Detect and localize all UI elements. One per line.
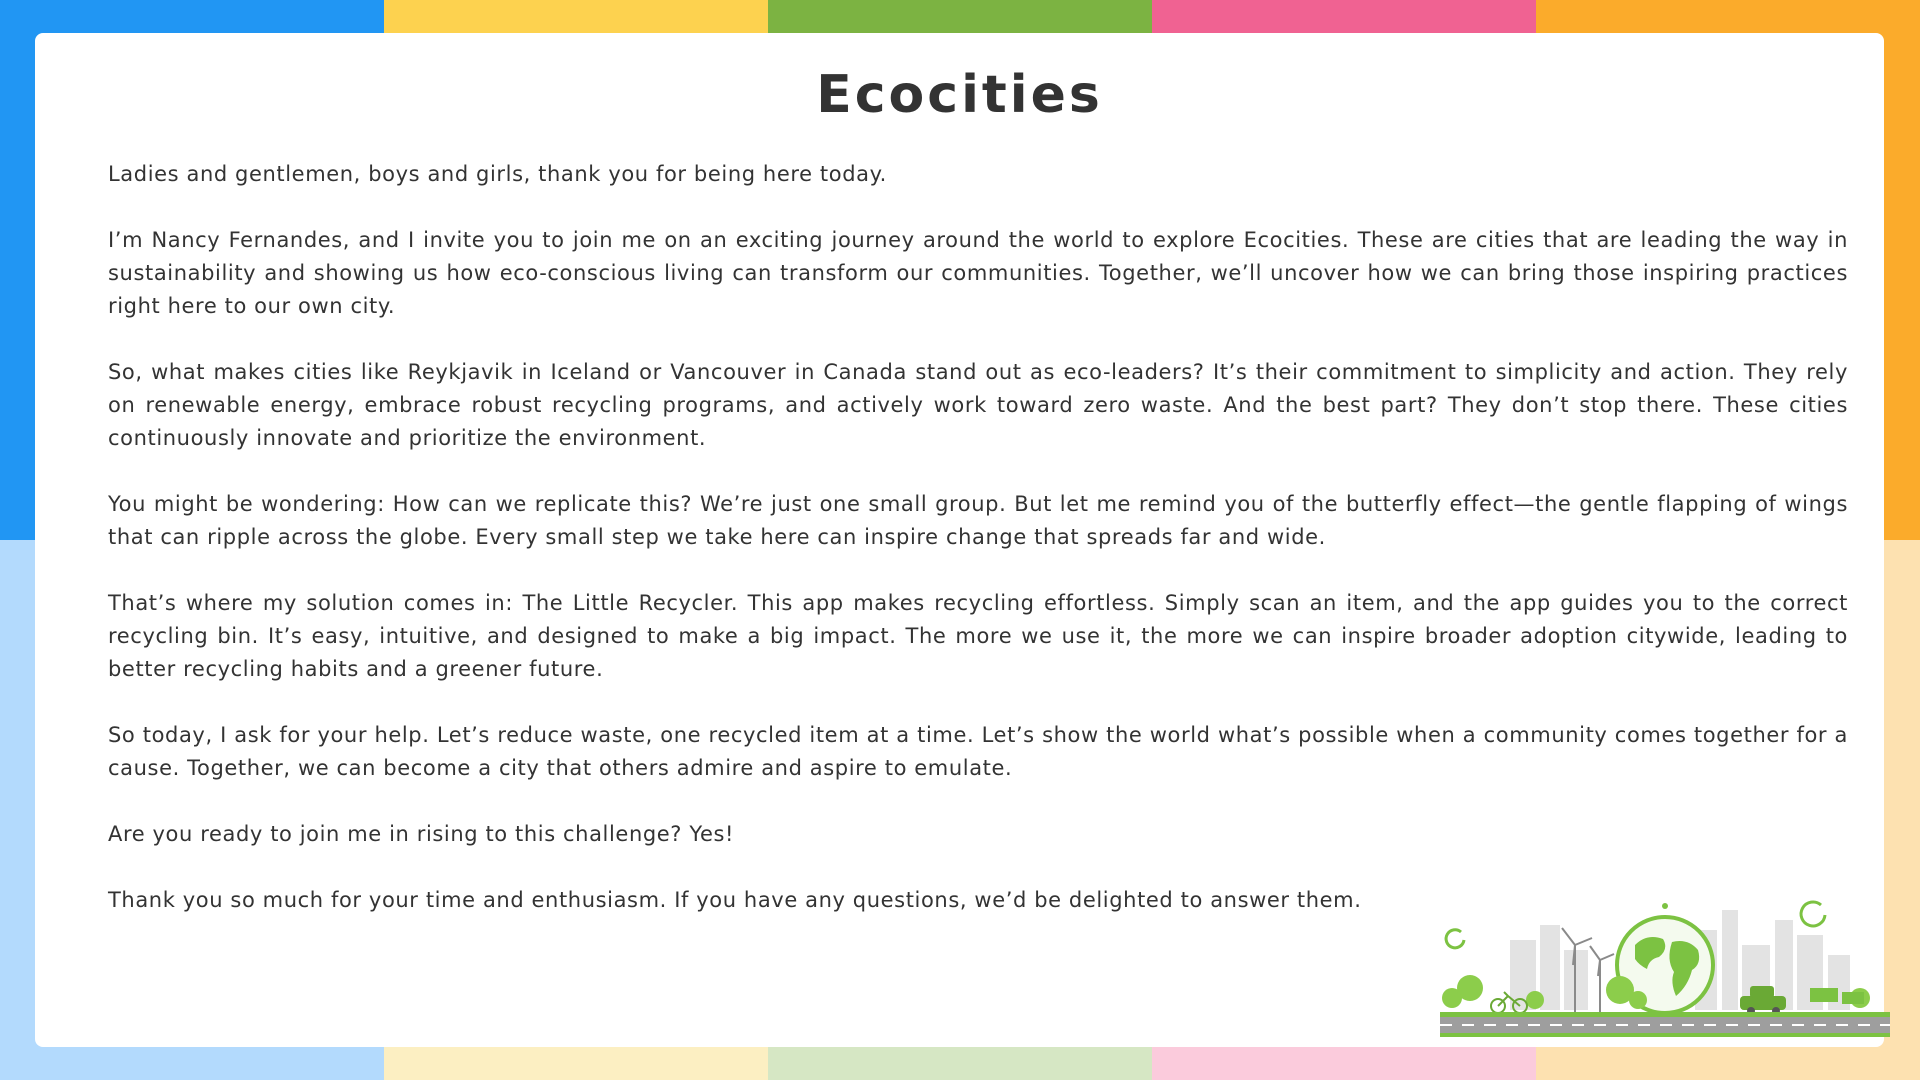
frame-left-top [0, 0, 40, 540]
ground-strip [1440, 1012, 1890, 1017]
speech-body [108, 158, 1848, 950]
speech-paragraph: Thank you so much for your time and enthusiasm. If you have any questions, we’d be delighted to answer them. [108, 888, 1362, 912]
frame-top-pink [1152, 0, 1536, 34]
speech-paragraph: So today, I ask for your help. Let’s reduce waste, one recycled item at a time. Let’s show the world what’s possible when a community comes together for a cause. Together, we can become a city that others admire and aspire to emulate. [108, 723, 1848, 780]
frame-bottom-blue [0, 1046, 384, 1080]
frame-bottom-yellow [384, 1046, 768, 1080]
frame-bottom-pink [1152, 1046, 1536, 1080]
slide-title: Ecocities [816, 65, 1103, 125]
frame-bottom-green [768, 1046, 1152, 1080]
frame-bottom-orange [1536, 1046, 1920, 1080]
speech-paragraph: Are you ready to join me in rising to this challenge? Yes! [108, 822, 735, 846]
speech-paragraph: I’m Nancy Fernandes, and I invite you to join me on an exciting journey around the world to explore Ecocities. These are cities that are leading the way in sustainability and showing us how eco-conscious living can transform our communities. Together, we’ll uncover how we can bring those inspiring practices right here to our own city. [108, 228, 1848, 318]
ground-strip [1440, 1033, 1890, 1037]
frame-top-blue [0, 0, 384, 34]
frame-left-bottom [0, 540, 40, 1080]
frame-top-yellow [384, 0, 768, 34]
frame-top-green [768, 0, 1152, 34]
frame-top-orange [1536, 0, 1920, 34]
eco-city-illustration [1440, 870, 1890, 1050]
speech-paragraph: That’s where my solution comes in: The Little Recycler. This app makes recycling effortless. Simply scan an item, and the app guides you to the correct recycling bin. It’s easy, intuitive, and designed to make a big impact. The more we use it, the more we can inspire broader adoption citywide, leading to better recycling habits and a greener future. [108, 591, 1848, 681]
speech-paragraph: Ladies and gentlemen, boys and girls, thank you for being here today. [108, 162, 887, 186]
speech-paragraph: You might be wondering: How can we replicate this? We’re just one small group. But let me remind you of the butterfly effect—the gentle flapping of wings that can ripple across the globe. Every small step we take here can inspire change that spreads far and wide. [108, 492, 1848, 549]
speech-paragraph: So, what makes cities like Reykjavik in Iceland or Vancouver in Canada stand out as eco-leaders? It’s their commitment to simplicity and action. They rely on renewable energy, embrace robust recycling programs, and actively work toward zero waste. And the best part? They don’t stop there. These cities continuously innovate and prioritize the environment. [108, 360, 1848, 450]
frame-right-top [1880, 0, 1920, 540]
